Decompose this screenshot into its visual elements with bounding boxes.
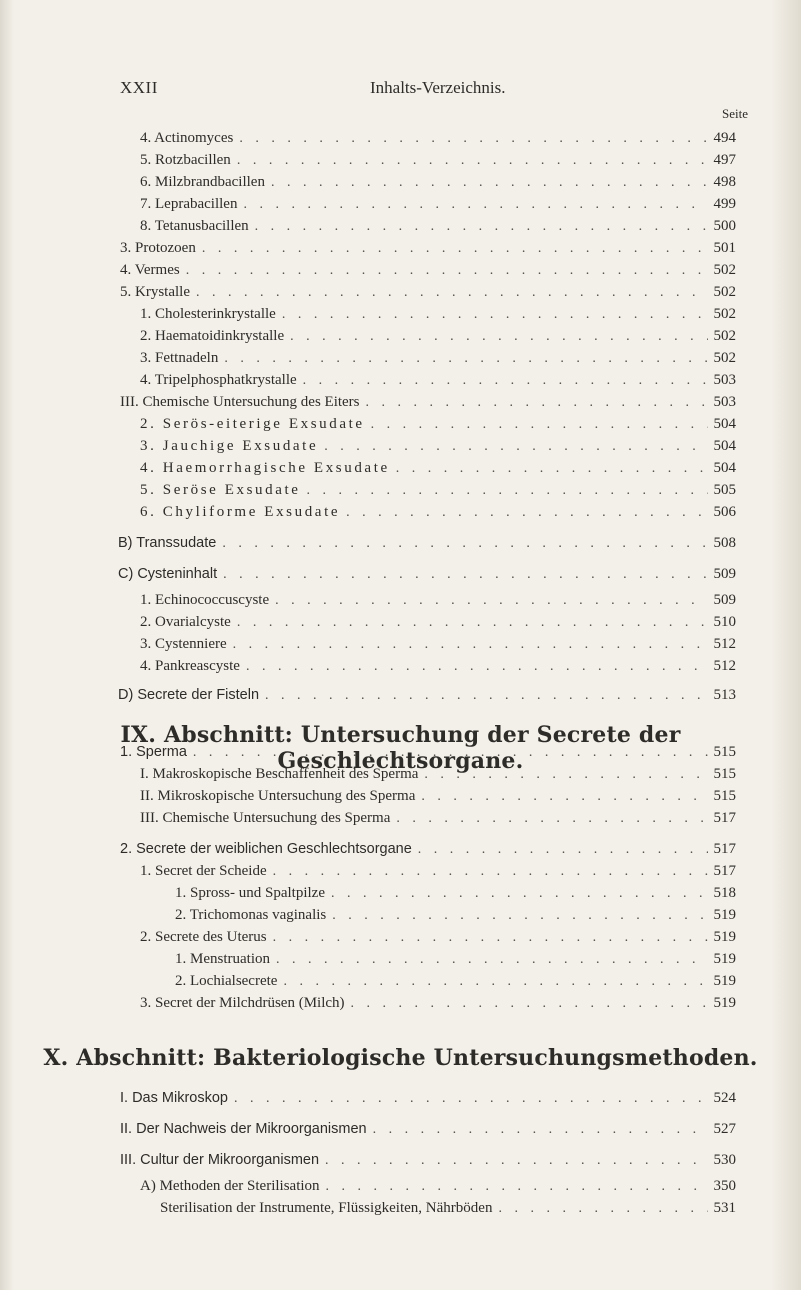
toc-entry xyxy=(0,1152,801,1174)
toc-entry-page: 518 xyxy=(713,885,736,901)
toc-entry xyxy=(0,951,801,973)
toc-entry-label: II. Der Nachweis der Mikroorganismen xyxy=(120,1121,367,1137)
toc-entry-page: 519 xyxy=(713,951,736,967)
dot-leader xyxy=(326,1179,708,1195)
toc-entry xyxy=(0,152,801,174)
toc-entry xyxy=(0,240,801,262)
toc-entry-label: 3. Cystenniere xyxy=(140,636,227,652)
toc-entry xyxy=(0,460,801,482)
toc-entry-label: 2. Haematoidinkrystalle xyxy=(140,328,285,344)
toc-entry-page: 508 xyxy=(713,535,736,551)
dot-leader xyxy=(324,439,707,455)
dot-leader xyxy=(276,952,708,968)
toc-entry-page: 502 xyxy=(713,306,736,322)
dot-leader xyxy=(237,615,708,631)
toc-entry xyxy=(0,394,801,416)
toc-entry xyxy=(0,350,801,372)
toc-entry-label: II. Mikroskopische Untersuchung des Sperma xyxy=(140,788,416,804)
toc-entry-page: 509 xyxy=(713,566,736,582)
toc-entry-page: 527 xyxy=(713,1121,736,1137)
toc-entry xyxy=(0,535,801,557)
toc-entry xyxy=(0,929,801,951)
toc-entry-label: 4. Vermes xyxy=(120,262,180,278)
toc-entry-page: 517 xyxy=(713,863,736,879)
toc-entry-page: 502 xyxy=(713,328,736,344)
toc-entry xyxy=(0,262,801,284)
dot-leader xyxy=(275,593,707,609)
toc-entry-label: B) Transsudate xyxy=(118,535,217,551)
toc-entry-page: 515 xyxy=(713,766,736,782)
dot-leader xyxy=(233,637,708,653)
dot-leader xyxy=(186,263,708,279)
toc-entry-label: 6. Milzbrandbacillen xyxy=(140,174,265,190)
toc-entry-page: 519 xyxy=(713,995,736,1011)
dot-leader xyxy=(346,505,707,521)
dot-leader xyxy=(421,789,707,805)
dot-leader xyxy=(303,373,708,389)
dot-leader xyxy=(222,536,707,552)
toc-entry-page: 504 xyxy=(713,416,736,432)
toc-entry-page: 515 xyxy=(713,744,736,760)
toc-entry-label: 5. Krystalle xyxy=(120,284,190,300)
toc-entry-label: III. Chemische Untersuchung des Sperma xyxy=(140,810,391,826)
toc-entry xyxy=(0,372,801,394)
dot-leader xyxy=(243,197,707,213)
toc-entry-label: 1. Menstruation xyxy=(175,951,270,967)
toc-entry-label: I. Das Mikroskop xyxy=(120,1090,228,1106)
toc-entry-label: 1. Sperma xyxy=(120,744,187,760)
dot-leader xyxy=(246,659,708,675)
toc-entry-label: 2. Ovarialcyste xyxy=(140,614,231,630)
toc-entry-page: 512 xyxy=(713,636,736,652)
dot-leader xyxy=(366,395,708,411)
toc-entry xyxy=(0,306,801,328)
toc-entry-label: 4. Haemorrhagische Exsudate xyxy=(140,460,390,476)
toc-entry-page: 519 xyxy=(713,907,736,923)
toc-entry-label: 1. Secret der Scheide xyxy=(140,863,267,879)
toc-entry xyxy=(0,218,801,240)
toc-entry xyxy=(0,614,801,636)
toc-entry-page: 519 xyxy=(713,929,736,945)
page-number: XXII xyxy=(120,78,158,97)
dot-leader xyxy=(307,483,708,499)
dot-leader xyxy=(282,307,708,323)
toc-entry-page: 500 xyxy=(713,218,736,234)
toc-entry-page: 494 xyxy=(713,130,736,146)
toc-entry-label: 2. Trichomonas vaginalis xyxy=(175,907,327,923)
dot-leader xyxy=(498,1201,707,1217)
toc-entry-label: III. Cultur der Mikroorganismen xyxy=(120,1152,320,1168)
dot-leader xyxy=(325,1153,707,1169)
toc-entry-page: 498 xyxy=(713,174,736,190)
toc-entry-page: 524 xyxy=(713,1090,736,1106)
dot-leader xyxy=(332,908,707,924)
toc-entry-page: 499 xyxy=(713,196,736,212)
toc-entry-page: 506 xyxy=(713,504,736,520)
toc-entry-page: 504 xyxy=(713,460,736,476)
dot-leader xyxy=(290,329,707,345)
toc-entry xyxy=(0,174,801,196)
toc-entry-page: 504 xyxy=(713,438,736,454)
seite-label: Seite xyxy=(722,106,748,121)
dot-leader xyxy=(234,1091,708,1107)
toc-entry-page: 502 xyxy=(713,350,736,366)
toc-entry-label: 3. Secret der Milchdrüsen (Milch) xyxy=(140,995,345,1011)
dot-leader xyxy=(223,567,707,583)
dot-leader xyxy=(418,842,708,858)
toc-entry-page: 497 xyxy=(713,152,736,168)
toc-entry xyxy=(0,973,801,995)
toc-entry-label: 5. Seröse Exsudate xyxy=(140,482,301,498)
toc-entry-page: 519 xyxy=(713,973,736,989)
toc-entry-label: A) Methoden der Sterilisation xyxy=(140,1178,320,1194)
toc-entry-page: 512 xyxy=(713,658,736,674)
toc-entry xyxy=(0,1090,801,1112)
toc-entry xyxy=(0,504,801,526)
dot-leader xyxy=(196,285,708,301)
toc-entry-label: D) Secrete der Fisteln xyxy=(118,687,260,703)
dot-leader xyxy=(283,974,707,990)
toc-entry xyxy=(0,592,801,614)
toc-entry xyxy=(0,196,801,218)
toc-entry-page: 517 xyxy=(713,810,736,826)
toc-entry-page: 502 xyxy=(713,284,736,300)
dot-leader xyxy=(331,886,708,902)
dot-leader xyxy=(396,461,708,477)
toc-entry xyxy=(0,482,801,504)
dot-leader xyxy=(224,351,707,367)
toc-entry xyxy=(0,841,801,863)
toc-entry xyxy=(0,1200,801,1222)
section-heading-ix: IX. Abschnitt: Untersuchung der Secrete der Geschlechtsorgane. xyxy=(120,722,681,774)
dot-leader xyxy=(273,864,708,880)
toc-entry-label: 2. Lochialsecrete xyxy=(175,973,278,989)
toc-entry xyxy=(0,284,801,306)
toc-entry-label: 3. Fettnadeln xyxy=(140,350,219,366)
toc-entry xyxy=(0,907,801,929)
toc-entry-label: I. Makroskopische Beschaffenheit des Sperma xyxy=(140,766,419,782)
dot-leader xyxy=(396,811,707,827)
toc-entry xyxy=(0,636,801,658)
dot-leader xyxy=(202,241,708,257)
toc-entry-label: 8. Tetanusbacillen xyxy=(140,218,249,234)
toc-entry xyxy=(0,863,801,885)
toc-entry-label: 3. Protozoen xyxy=(120,240,196,256)
toc-entry xyxy=(0,1178,801,1200)
toc-entry-label: 4. Actinomyces xyxy=(140,130,234,146)
running-title: Inhalts-Verzeichnis. xyxy=(370,78,506,97)
dot-leader xyxy=(237,153,708,169)
toc-entry-page: 513 xyxy=(713,687,736,703)
toc-entry-label: 4. Tripelphosphatkrystalle xyxy=(140,372,297,388)
toc-entry-label: III. Chemische Untersuchung des Eiters xyxy=(120,394,360,410)
toc-entry xyxy=(0,810,801,832)
section-heading-x: X. Abschnitt: Bakteriologische Untersuchungsmethoden. xyxy=(43,1045,758,1071)
toc-entry xyxy=(0,566,801,588)
toc-entry-page: 503 xyxy=(713,394,736,410)
toc-entry-label: 1. Cholesterinkrystalle xyxy=(140,306,276,322)
dot-leader xyxy=(255,219,708,235)
toc-entry-label: Sterilisation der Instrumente, Flüssigkeiten, Nährböden xyxy=(160,1200,493,1216)
dot-leader xyxy=(373,1122,708,1138)
toc-entry xyxy=(0,416,801,438)
toc-entry-label: C) Cysteninhalt xyxy=(118,566,218,582)
toc-entry xyxy=(0,130,801,152)
toc-entry xyxy=(0,687,801,709)
toc-entry xyxy=(0,658,801,680)
toc-entry xyxy=(0,328,801,350)
dot-leader xyxy=(371,417,708,433)
toc-entry-label: 2. Secrete der weiblichen Geschlechtsorgane xyxy=(120,841,412,857)
toc-entry-page: 531 xyxy=(713,1200,736,1216)
toc-entry-label: 3. Jauchige Exsudate xyxy=(140,438,319,454)
dot-leader xyxy=(271,175,708,191)
toc-entry-page: 517 xyxy=(713,841,736,857)
toc-entry-page: 530 xyxy=(713,1152,736,1168)
dot-leader xyxy=(351,996,708,1012)
toc-entry xyxy=(0,885,801,907)
toc-entry xyxy=(0,438,801,460)
toc-entry xyxy=(0,788,801,810)
toc-entry-label: 2. Secrete des Uterus xyxy=(140,929,267,945)
toc-entry-label: 4. Pankreascyste xyxy=(140,658,240,674)
toc-entry-page: 502 xyxy=(713,262,736,278)
toc-entry-label: 1. Echinococcuscyste xyxy=(140,592,270,608)
dot-leader xyxy=(239,131,707,147)
toc-entry-label: 7. Leprabacillen xyxy=(140,196,238,212)
dot-leader xyxy=(273,930,708,946)
toc-entry-label: 2. Serös-eiterige Exsudate xyxy=(140,416,365,432)
toc-entry-page: 510 xyxy=(713,614,736,630)
toc-entry-page: 515 xyxy=(713,788,736,804)
toc-entry-page: 501 xyxy=(713,240,736,256)
toc-entry-page: 505 xyxy=(713,482,736,498)
toc-entry-page: 503 xyxy=(713,372,736,388)
toc-entry-label: 6. Chyliforme Exsudate xyxy=(140,504,341,520)
toc-entry-label: 1. Spross- und Spaltpilze xyxy=(175,885,325,901)
toc-entry-page: 509 xyxy=(713,592,736,608)
toc-entry-label: 5. Rotzbacillen xyxy=(140,152,231,168)
dot-leader xyxy=(265,688,707,704)
toc-entry xyxy=(0,995,801,1017)
toc-entry-page: 350 xyxy=(713,1178,736,1194)
toc-entry xyxy=(0,1121,801,1143)
